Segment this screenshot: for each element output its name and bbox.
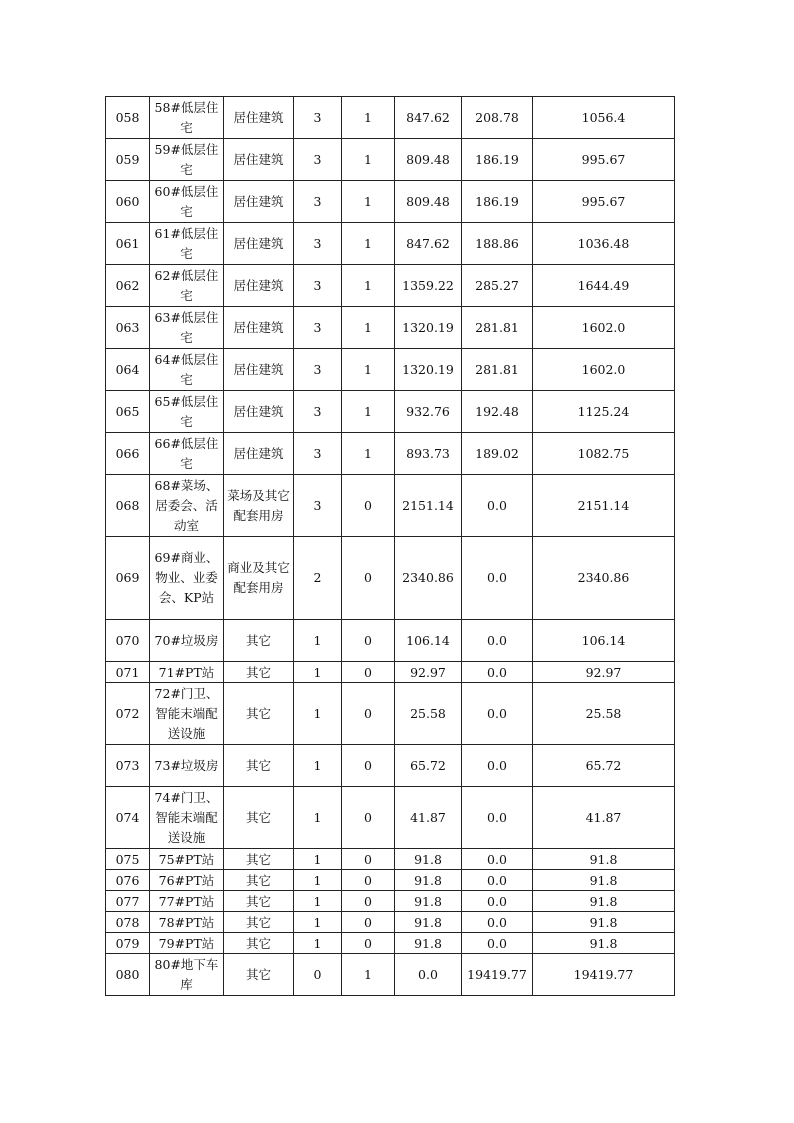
total-area-cell: 25.58 bbox=[533, 683, 675, 745]
table-row bbox=[106, 954, 675, 996]
area-below-ground-cell: 0.0 bbox=[462, 933, 533, 954]
area-below-ground-cell: 19419.77 bbox=[462, 954, 533, 996]
row-id-cell: 076 bbox=[106, 870, 150, 891]
area-below-ground-cell: 281.81 bbox=[462, 349, 533, 391]
building-type-cell: 居住建筑 bbox=[224, 223, 294, 265]
area-above-ground-cell: 91.8 bbox=[395, 912, 462, 933]
row-id-cell: 062 bbox=[106, 265, 150, 307]
row-id-cell: 061 bbox=[106, 223, 150, 265]
floors-above-cell: 1 bbox=[294, 933, 342, 954]
row-id-cell: 064 bbox=[106, 349, 150, 391]
row-id-cell: 078 bbox=[106, 912, 150, 933]
area-above-ground-cell: 0.0 bbox=[395, 954, 462, 996]
floors-above-cell: 3 bbox=[294, 265, 342, 307]
table-row bbox=[106, 745, 675, 787]
floors-below-cell: 1 bbox=[342, 181, 395, 223]
building-type-cell: 居住建筑 bbox=[224, 391, 294, 433]
building-name-cell: 74#门卫、智能末端配送设施 bbox=[150, 787, 224, 849]
area-above-ground-cell: 2151.14 bbox=[395, 475, 462, 537]
building-name-cell: 76#PT站 bbox=[150, 870, 224, 891]
floors-below-cell: 0 bbox=[342, 912, 395, 933]
building-type-cell: 居住建筑 bbox=[224, 139, 294, 181]
floors-below-cell: 1 bbox=[342, 265, 395, 307]
total-area-cell: 1602.0 bbox=[533, 307, 675, 349]
row-id-cell: 074 bbox=[106, 787, 150, 849]
row-id-cell: 063 bbox=[106, 307, 150, 349]
floors-above-cell: 2 bbox=[294, 537, 342, 620]
building-type-cell: 其它 bbox=[224, 891, 294, 912]
table-row bbox=[106, 265, 675, 307]
floors-above-cell: 1 bbox=[294, 683, 342, 745]
table-row bbox=[106, 891, 675, 912]
table-row bbox=[106, 223, 675, 265]
building-name-cell: 77#PT站 bbox=[150, 891, 224, 912]
area-below-ground-cell: 281.81 bbox=[462, 307, 533, 349]
table-row bbox=[106, 849, 675, 870]
building-type-cell: 其它 bbox=[224, 662, 294, 683]
total-area-cell: 19419.77 bbox=[533, 954, 675, 996]
building-name-cell: 68#菜场、居委会、活动室 bbox=[150, 475, 224, 537]
area-below-ground-cell: 0.0 bbox=[462, 475, 533, 537]
total-area-cell: 65.72 bbox=[533, 745, 675, 787]
floors-above-cell: 1 bbox=[294, 912, 342, 933]
area-below-ground-cell: 0.0 bbox=[462, 662, 533, 683]
row-id-cell: 080 bbox=[106, 954, 150, 996]
area-above-ground-cell: 809.48 bbox=[395, 139, 462, 181]
floors-above-cell: 1 bbox=[294, 745, 342, 787]
area-above-ground-cell: 91.8 bbox=[395, 933, 462, 954]
floors-below-cell: 1 bbox=[342, 307, 395, 349]
building-type-cell: 商业及其它配套用房 bbox=[224, 537, 294, 620]
total-area-cell: 1644.49 bbox=[533, 265, 675, 307]
floors-below-cell: 0 bbox=[342, 891, 395, 912]
building-type-cell: 其它 bbox=[224, 912, 294, 933]
floors-below-cell: 0 bbox=[342, 662, 395, 683]
floors-above-cell: 3 bbox=[294, 139, 342, 181]
building-name-cell: 72#门卫、智能末端配送设施 bbox=[150, 683, 224, 745]
row-id-cell: 077 bbox=[106, 891, 150, 912]
floors-below-cell: 1 bbox=[342, 349, 395, 391]
row-id-cell: 072 bbox=[106, 683, 150, 745]
table-row bbox=[106, 537, 675, 620]
floors-above-cell: 3 bbox=[294, 181, 342, 223]
area-below-ground-cell: 192.48 bbox=[462, 391, 533, 433]
total-area-cell: 1602.0 bbox=[533, 349, 675, 391]
area-above-ground-cell: 91.8 bbox=[395, 891, 462, 912]
area-above-ground-cell: 92.97 bbox=[395, 662, 462, 683]
floors-above-cell: 3 bbox=[294, 307, 342, 349]
total-area-cell: 995.67 bbox=[533, 181, 675, 223]
total-area-cell: 995.67 bbox=[533, 139, 675, 181]
total-area-cell: 106.14 bbox=[533, 620, 675, 662]
building-type-cell: 居住建筑 bbox=[224, 97, 294, 139]
area-above-ground-cell: 893.73 bbox=[395, 433, 462, 475]
table-row bbox=[106, 139, 675, 181]
total-area-cell: 91.8 bbox=[533, 912, 675, 933]
building-name-cell: 75#PT站 bbox=[150, 849, 224, 870]
building-type-cell: 居住建筑 bbox=[224, 433, 294, 475]
floors-below-cell: 0 bbox=[342, 933, 395, 954]
building-type-cell: 其它 bbox=[224, 683, 294, 745]
table-row bbox=[106, 933, 675, 954]
table-row bbox=[106, 912, 675, 933]
building-name-cell: 65#低层住宅 bbox=[150, 391, 224, 433]
area-above-ground-cell: 2340.86 bbox=[395, 537, 462, 620]
row-id-cell: 073 bbox=[106, 745, 150, 787]
table-row bbox=[106, 787, 675, 849]
total-area-cell: 1082.75 bbox=[533, 433, 675, 475]
building-name-cell: 69#商业、物业、业委会、KP站 bbox=[150, 537, 224, 620]
area-above-ground-cell: 1320.19 bbox=[395, 349, 462, 391]
building-type-cell: 其它 bbox=[224, 849, 294, 870]
area-below-ground-cell: 189.02 bbox=[462, 433, 533, 475]
table-row bbox=[106, 181, 675, 223]
building-name-cell: 71#PT站 bbox=[150, 662, 224, 683]
area-above-ground-cell: 41.87 bbox=[395, 787, 462, 849]
floors-below-cell: 0 bbox=[342, 849, 395, 870]
area-above-ground-cell: 91.8 bbox=[395, 849, 462, 870]
building-type-cell: 其它 bbox=[224, 787, 294, 849]
area-above-ground-cell: 847.62 bbox=[395, 97, 462, 139]
table-row bbox=[106, 433, 675, 475]
floors-above-cell: 1 bbox=[294, 787, 342, 849]
total-area-cell: 41.87 bbox=[533, 787, 675, 849]
floors-below-cell: 0 bbox=[342, 620, 395, 662]
building-name-cell: 60#低层住宅 bbox=[150, 181, 224, 223]
building-area-table bbox=[105, 96, 675, 996]
building-name-cell: 62#低层住宅 bbox=[150, 265, 224, 307]
building-type-cell: 居住建筑 bbox=[224, 349, 294, 391]
building-name-cell: 70#垃圾房 bbox=[150, 620, 224, 662]
area-above-ground-cell: 847.62 bbox=[395, 223, 462, 265]
area-below-ground-cell: 0.0 bbox=[462, 870, 533, 891]
floors-below-cell: 0 bbox=[342, 475, 395, 537]
area-below-ground-cell: 186.19 bbox=[462, 181, 533, 223]
floors-above-cell: 1 bbox=[294, 891, 342, 912]
area-above-ground-cell: 1359.22 bbox=[395, 265, 462, 307]
building-type-cell: 其它 bbox=[224, 933, 294, 954]
area-below-ground-cell: 0.0 bbox=[462, 912, 533, 933]
floors-below-cell: 1 bbox=[342, 139, 395, 181]
building-type-cell: 其它 bbox=[224, 745, 294, 787]
area-above-ground-cell: 25.58 bbox=[395, 683, 462, 745]
area-below-ground-cell: 0.0 bbox=[462, 891, 533, 912]
building-name-cell: 61#低层住宅 bbox=[150, 223, 224, 265]
building-name-cell: 73#垃圾房 bbox=[150, 745, 224, 787]
table-row bbox=[106, 97, 675, 139]
total-area-cell: 91.8 bbox=[533, 891, 675, 912]
table-row bbox=[106, 349, 675, 391]
floors-above-cell: 3 bbox=[294, 349, 342, 391]
area-above-ground-cell: 65.72 bbox=[395, 745, 462, 787]
area-below-ground-cell: 0.0 bbox=[462, 787, 533, 849]
row-id-cell: 058 bbox=[106, 97, 150, 139]
area-below-ground-cell: 0.0 bbox=[462, 537, 533, 620]
table-row bbox=[106, 391, 675, 433]
floors-below-cell: 1 bbox=[342, 223, 395, 265]
floors-below-cell: 1 bbox=[342, 97, 395, 139]
total-area-cell: 2340.86 bbox=[533, 537, 675, 620]
floors-above-cell: 3 bbox=[294, 391, 342, 433]
table-body bbox=[106, 97, 675, 996]
floors-above-cell: 3 bbox=[294, 433, 342, 475]
row-id-cell: 065 bbox=[106, 391, 150, 433]
total-area-cell: 2151.14 bbox=[533, 475, 675, 537]
total-area-cell: 91.8 bbox=[533, 849, 675, 870]
table-row bbox=[106, 662, 675, 683]
area-above-ground-cell: 106.14 bbox=[395, 620, 462, 662]
building-type-cell: 其它 bbox=[224, 620, 294, 662]
row-id-cell: 070 bbox=[106, 620, 150, 662]
floors-above-cell: 3 bbox=[294, 475, 342, 537]
row-id-cell: 059 bbox=[106, 139, 150, 181]
total-area-cell: 1036.48 bbox=[533, 223, 675, 265]
table-row bbox=[106, 870, 675, 891]
total-area-cell: 91.8 bbox=[533, 870, 675, 891]
row-id-cell: 068 bbox=[106, 475, 150, 537]
floors-below-cell: 0 bbox=[342, 787, 395, 849]
building-name-cell: 78#PT站 bbox=[150, 912, 224, 933]
building-type-cell: 居住建筑 bbox=[224, 307, 294, 349]
area-below-ground-cell: 0.0 bbox=[462, 745, 533, 787]
floors-above-cell: 3 bbox=[294, 97, 342, 139]
area-above-ground-cell: 809.48 bbox=[395, 181, 462, 223]
building-type-cell: 居住建筑 bbox=[224, 265, 294, 307]
area-below-ground-cell: 0.0 bbox=[462, 620, 533, 662]
building-type-cell: 其它 bbox=[224, 954, 294, 996]
row-id-cell: 060 bbox=[106, 181, 150, 223]
floors-below-cell: 0 bbox=[342, 537, 395, 620]
area-below-ground-cell: 186.19 bbox=[462, 139, 533, 181]
total-area-cell: 1125.24 bbox=[533, 391, 675, 433]
building-name-cell: 66#低层住宅 bbox=[150, 433, 224, 475]
row-id-cell: 066 bbox=[106, 433, 150, 475]
area-below-ground-cell: 188.86 bbox=[462, 223, 533, 265]
floors-below-cell: 0 bbox=[342, 870, 395, 891]
row-id-cell: 071 bbox=[106, 662, 150, 683]
area-above-ground-cell: 91.8 bbox=[395, 870, 462, 891]
row-id-cell: 069 bbox=[106, 537, 150, 620]
building-type-cell: 其它 bbox=[224, 870, 294, 891]
row-id-cell: 075 bbox=[106, 849, 150, 870]
building-name-cell: 64#低层住宅 bbox=[150, 349, 224, 391]
floors-above-cell: 1 bbox=[294, 870, 342, 891]
floors-above-cell: 3 bbox=[294, 223, 342, 265]
total-area-cell: 1056.4 bbox=[533, 97, 675, 139]
area-above-ground-cell: 932.76 bbox=[395, 391, 462, 433]
floors-below-cell: 1 bbox=[342, 433, 395, 475]
total-area-cell: 91.8 bbox=[533, 933, 675, 954]
building-name-cell: 80#地下车库 bbox=[150, 954, 224, 996]
building-name-cell: 63#低层住宅 bbox=[150, 307, 224, 349]
floors-above-cell: 1 bbox=[294, 662, 342, 683]
table-row bbox=[106, 307, 675, 349]
area-below-ground-cell: 0.0 bbox=[462, 849, 533, 870]
building-name-cell: 58#低层住宅 bbox=[150, 97, 224, 139]
floors-above-cell: 0 bbox=[294, 954, 342, 996]
row-id-cell: 079 bbox=[106, 933, 150, 954]
floors-below-cell: 0 bbox=[342, 683, 395, 745]
area-below-ground-cell: 208.78 bbox=[462, 97, 533, 139]
floors-below-cell: 1 bbox=[342, 391, 395, 433]
area-above-ground-cell: 1320.19 bbox=[395, 307, 462, 349]
floors-above-cell: 1 bbox=[294, 849, 342, 870]
table-row bbox=[106, 683, 675, 745]
building-name-cell: 59#低层住宅 bbox=[150, 139, 224, 181]
table-row bbox=[106, 620, 675, 662]
total-area-cell: 92.97 bbox=[533, 662, 675, 683]
building-type-cell: 居住建筑 bbox=[224, 181, 294, 223]
table-row bbox=[106, 475, 675, 537]
floors-above-cell: 1 bbox=[294, 620, 342, 662]
building-name-cell: 79#PT站 bbox=[150, 933, 224, 954]
floors-below-cell: 1 bbox=[342, 954, 395, 996]
area-below-ground-cell: 285.27 bbox=[462, 265, 533, 307]
area-below-ground-cell: 0.0 bbox=[462, 683, 533, 745]
floors-below-cell: 0 bbox=[342, 745, 395, 787]
building-type-cell: 菜场及其它配套用房 bbox=[224, 475, 294, 537]
